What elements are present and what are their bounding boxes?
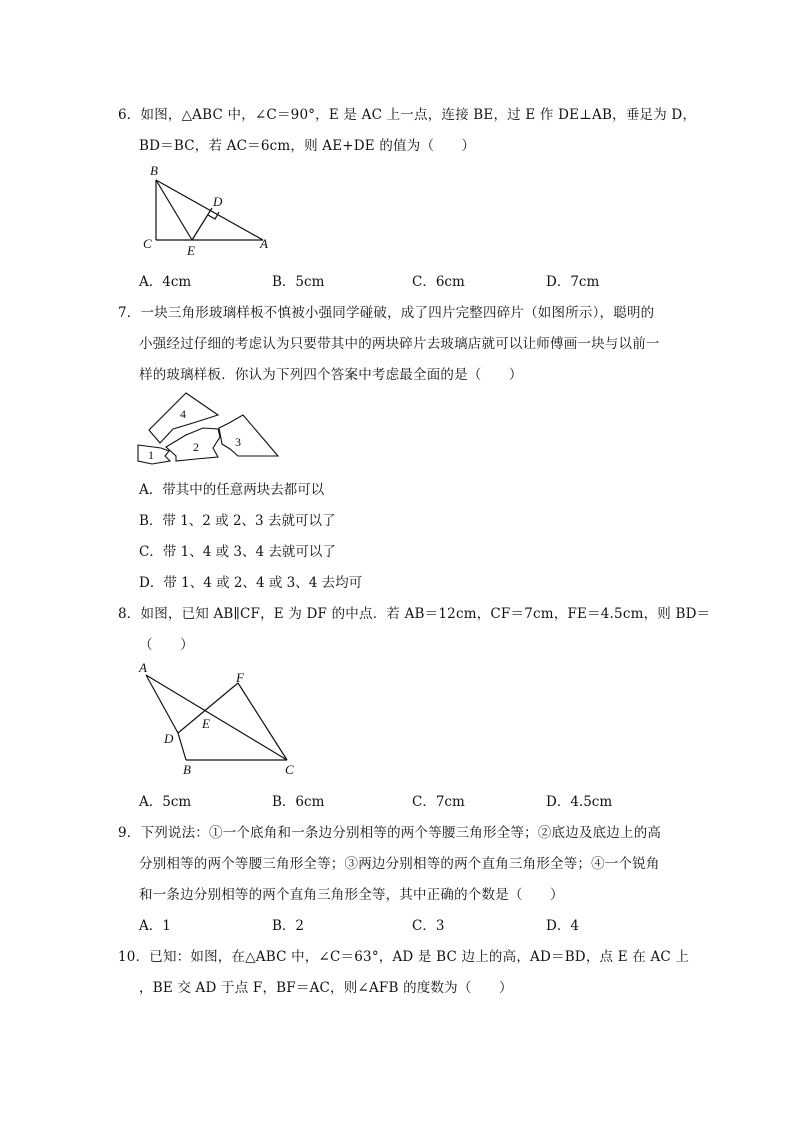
q8-label-f: F [236,670,244,685]
q9-text-line1: 9．下列说法：①一个底角和一条边分别相等的两个等腰三角形全等；②底边及底边上的高 [118,825,662,841]
q8-text-line2: （ ） [139,637,194,653]
q10-text-line2: ，BE 交 AD 于点 F，BF＝AC，则∠AFB 的度数为（ ） [139,980,513,996]
q9-text-line2: 分别相等的两个等腰三角形全等；③两边分别相等的两个直角三角形全等；④一个锐角 [139,856,660,872]
q8-label-b: B [183,762,191,777]
q6-figure [135,160,285,260]
q6-label-b: B [150,163,158,178]
q8-label-e: E [202,716,210,731]
q8-figure [130,655,310,785]
q8-label-d: D [164,731,174,746]
q7-label-2: 2 [193,440,199,454]
q7-label-4: 4 [180,407,186,421]
q7-text-line1: 7．一块三角形玻璃样板不慎被小强同学碰破，成了四片完整四碎片（如图所示），聪明的 [118,305,655,321]
q7-text-line3: 样的玻璃样板．你认为下列四个答案中考虑最全面的是（ ） [139,367,523,383]
q8-option-c[interactable]: C．7cm [412,794,465,810]
q9-option-a[interactable]: A．1 [139,918,171,934]
q9-text-line3: 和一条边分别相等的两个直角三角形全等，其中正确的个数是（ ） [139,887,564,903]
q7-option-c[interactable]: C．带 1、4 或 3、4 去就可以了 [139,544,336,560]
q6-label-a: A [260,236,268,251]
q6-option-c[interactable]: C．6cm [412,274,465,290]
q9-option-b[interactable]: B．2 [272,918,305,934]
q7-label-3: 3 [235,435,241,449]
q7-text-line2: 小强经过仔细的考虑认为只要带其中的两块碎片去玻璃店就可以让师傅画一块与以前一 [139,336,660,352]
q7-option-b[interactable]: B．带 1、2 或 2、3 去就可以了 [139,513,336,529]
q6-label-c: C [143,236,152,251]
q6-text-line2: BD＝BC，若 AC＝6cm，则 AE+DE 的值为（ ） [139,138,476,154]
q9-option-c[interactable]: C．3 [412,918,445,934]
q7-option-d[interactable]: D．带 1、4 或 2、4 或 3、4 去均可 [139,575,363,591]
q7-figure [130,385,290,470]
q6-option-a[interactable]: A．4cm [139,274,192,290]
q10-text-line1: 10．已知：如图，在△ABC 中，∠C＝63°，AD 是 BC 边上的高，AD＝BD，点 E 在 AC 上 [118,949,690,965]
q7-label-1: 1 [148,448,154,462]
q8-option-a[interactable]: A．5cm [139,794,192,810]
q8-text-line1: 8．如图，已知 AB∥CF，E 为 DF 的中点．若 AB＝12cm，CF＝7cm，FE＝4.5cm，则 BD＝ [118,606,711,622]
q8-label-c: C [285,762,294,777]
q8-option-d[interactable]: D．4.5cm [546,794,613,810]
q6-label-d: D [213,194,223,209]
q6-label-e: E [187,243,195,258]
q9-option-d[interactable]: D．4 [546,918,579,934]
q8-option-b[interactable]: B．6cm [272,794,325,810]
q6-text-line1: 6．如图，△ABC 中，∠C＝90°，E 是 AC 上一点，连接 BE，过 E 作 DE⊥AB，垂足为 D， [118,107,697,123]
q8-label-a: A [139,660,147,675]
q6-option-d[interactable]: D．7cm [546,274,600,290]
q6-option-b[interactable]: B．5cm [272,274,325,290]
q7-option-a[interactable]: A．带其中的任意两块去都可以 [139,482,325,498]
